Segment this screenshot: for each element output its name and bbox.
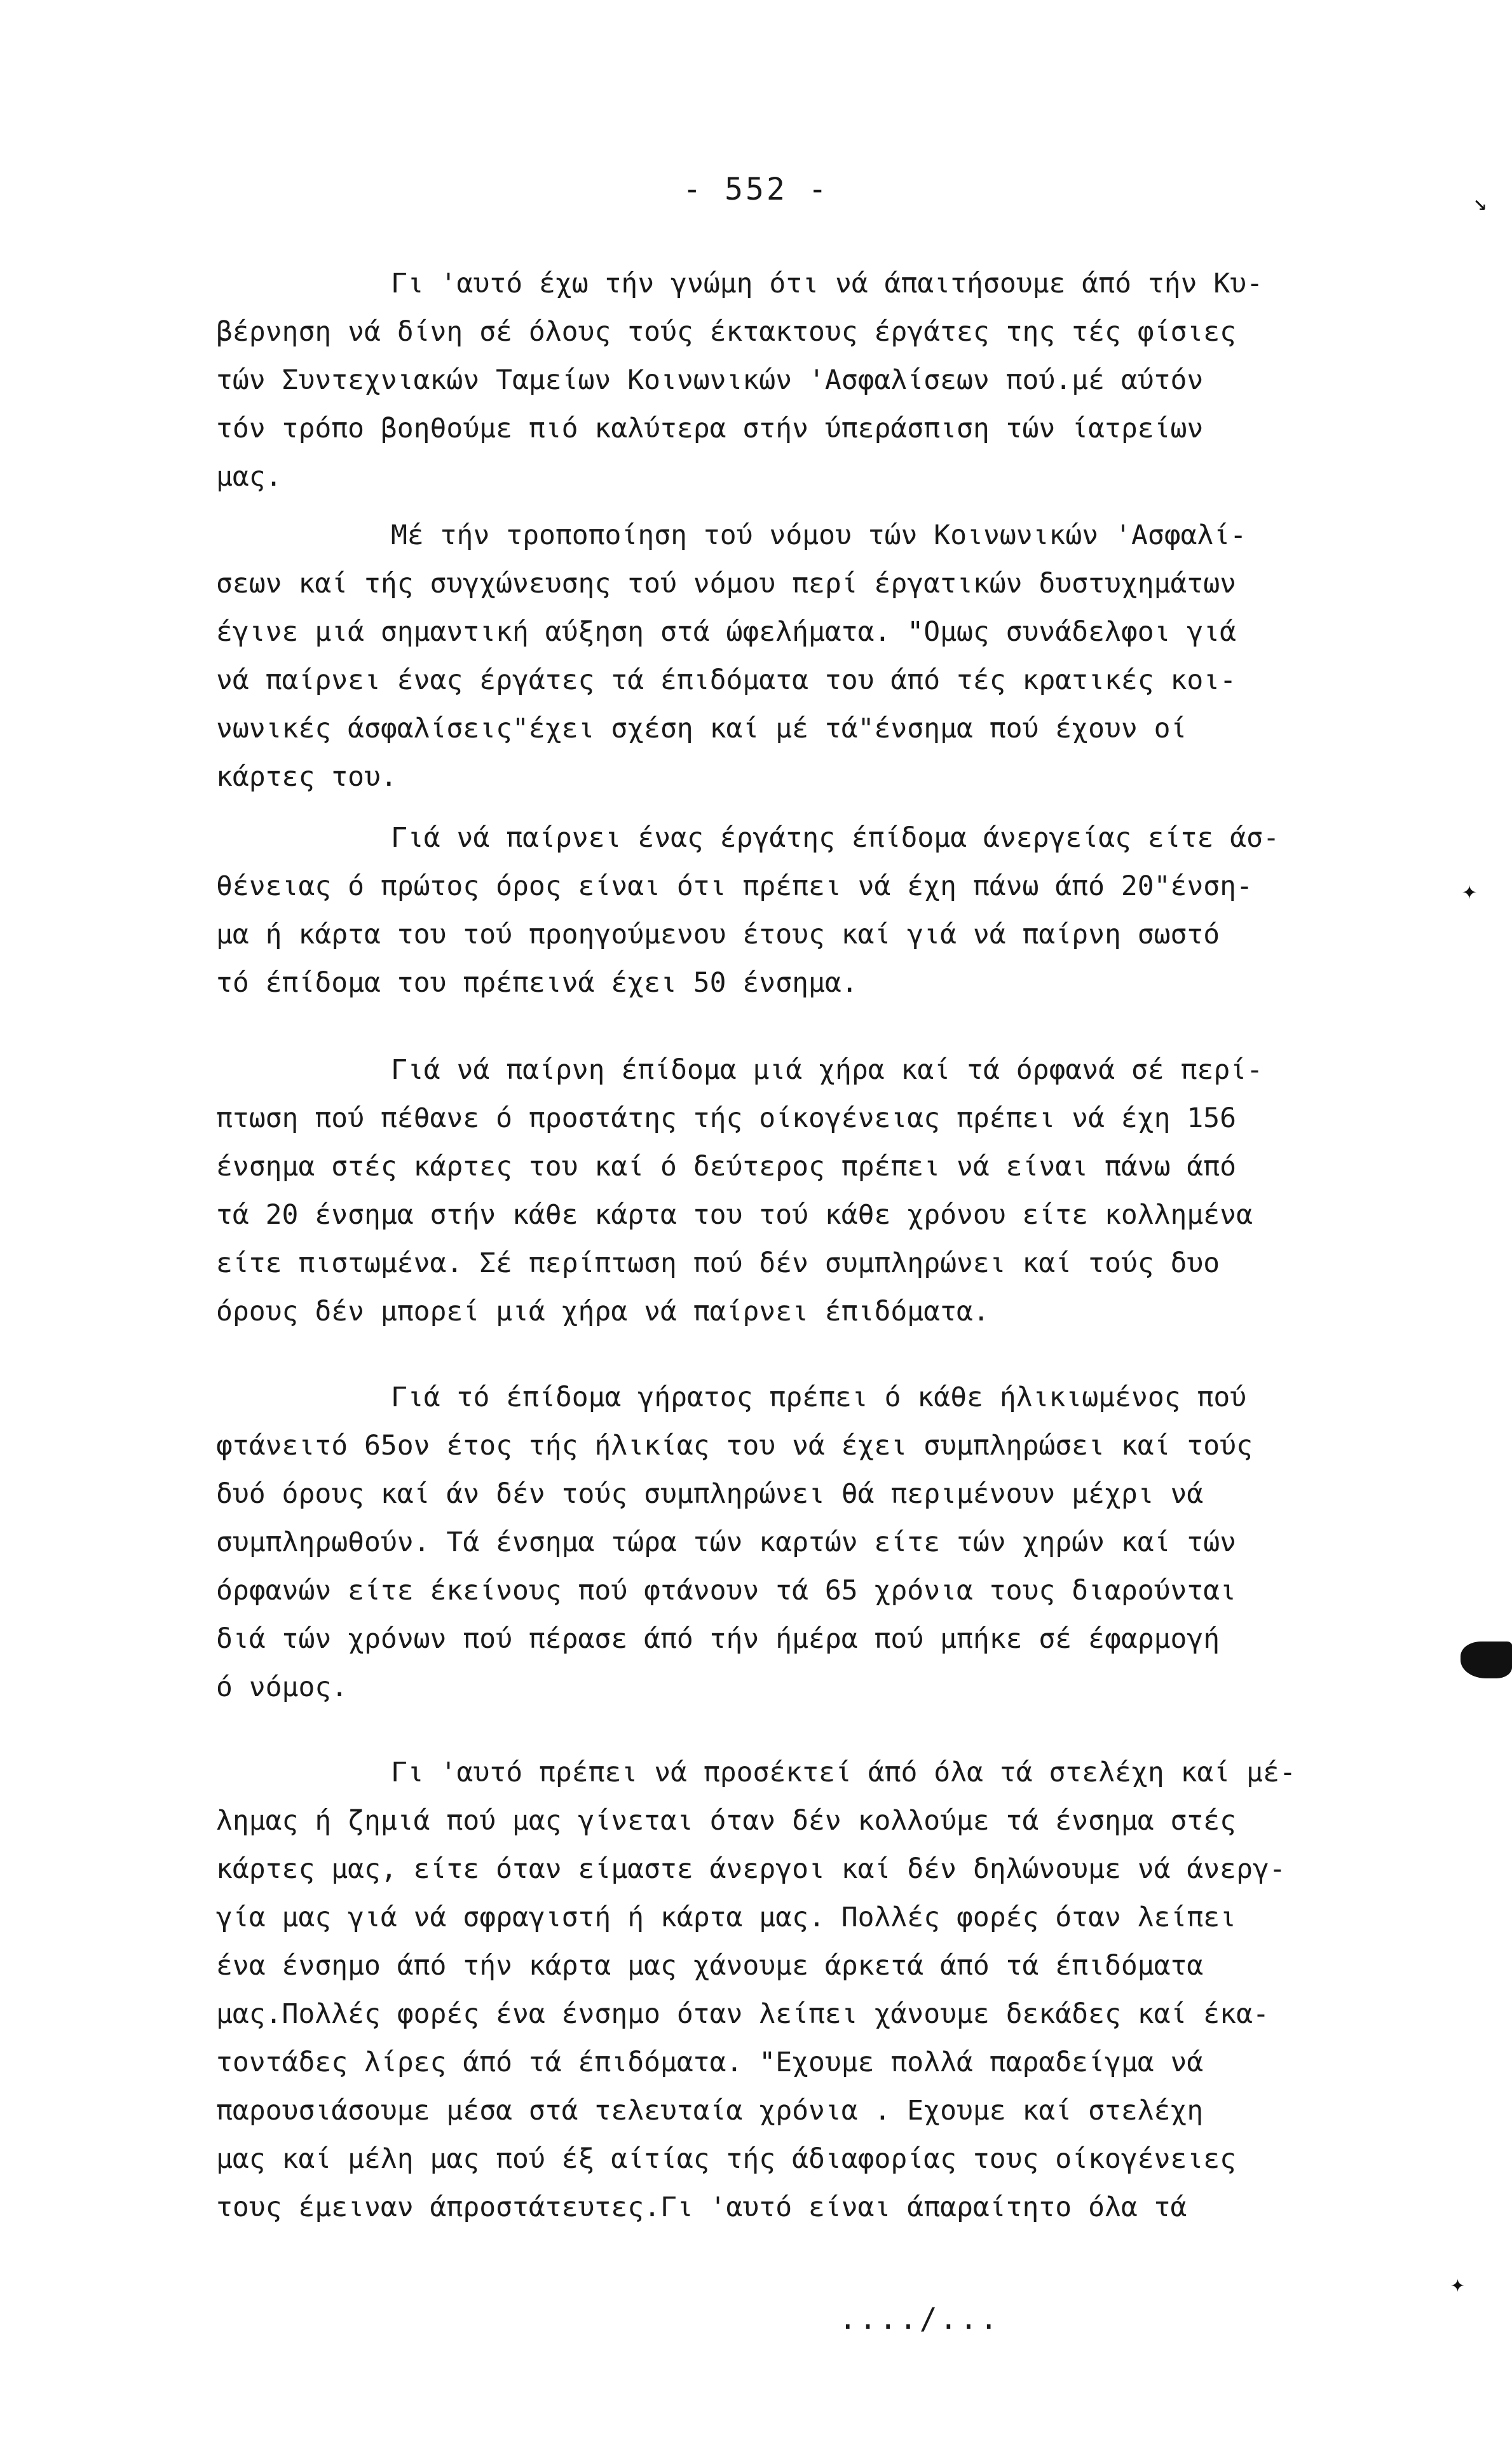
text-line: τόν τρόπο βοηθούμε πιό καλύτερα στήν ύπεράσπιση τών ίατρείων (216, 413, 1204, 444)
text-line: έγινε μιά σημαντική αύξηση στά ώφελήματα. "Ομως συνάδελφοι γιά (216, 616, 1237, 648)
text-line: κάρτες μας, είτε όταν είμαστε άνεργοι καί δέν δηλώνουμε νά άνεργ- (216, 1853, 1286, 1885)
text-line: τους έμειναν άπροστάτευτες.Γι 'αυτό είναι άπαραίτητο όλα τά (216, 2191, 1187, 2223)
paragraph-4 (216, 1046, 1322, 1336)
scan-cross-icon: ✦ (1462, 876, 1478, 905)
text-line: νά παίρνει ένας έργάτες τά έπιδόματα του άπό τές κρατικές κοι- (216, 664, 1237, 696)
page-number: - 552 - (683, 172, 829, 207)
text-line: διά τών χρόνων πού πέρασε άπό τήν ήμέρα πού μπήκε σέ έφαρμογή (216, 1623, 1220, 1655)
text-line: λημας ή ζημιά πού μας γίνεται όταν δέν κολλούμε τά ένσημα στές (216, 1805, 1237, 1837)
text-line: μας.Πολλές φορές ένα ένσημο όταν λείπει χάνουμε δεκάδες καί έκα- (216, 1998, 1269, 2030)
text-line: μα ή κάρτα του τού προηγούμενου έτους καί γιά νά παίρνη σωστό (216, 919, 1220, 950)
text-line: Γι 'αυτό έχω τήν γνώμη ότι νά άπαιτήσουμε άπό τήν Κυ- (391, 268, 1263, 299)
text-line: ό νόμος. (216, 1671, 348, 1703)
text-line: συμπληρωθούν. Τά ένσημα τώρα τών καρτών είτε τών χηρών καί τών (216, 1526, 1237, 1558)
text-line: τών Συντεχνιακών Ταμείων Κοινωνικών 'Ασφαλίσεων πού.μέ αύτόν (216, 364, 1204, 396)
text-line: Μέ τήν τροποποίηση τού νόμου τών Κοινωνικών 'Ασφαλί- (391, 519, 1247, 551)
text-line: τό έπίδομα του πρέπεινά έχει 50 ένσημα. (216, 967, 858, 999)
text-line: θένειας ό πρώτος όρος είναι ότι πρέπει νά έχη πάνω άπό 20"ένση- (216, 870, 1253, 902)
text-line: παρουσιάσουμε μέσα στά τελευταία χρόνια . Εχουμε καί στελέχη (216, 2095, 1204, 2127)
text-line: όρφανών είτε έκείνους πού φτάνουν τά 65 χρόνια τους διαρούνται (216, 1575, 1237, 1607)
paragraph-3 (216, 814, 1322, 1007)
text-line: δυό όρους καί άν δέν τούς συμπληρώνει θά περιμένουν μέχρι νά (216, 1478, 1204, 1510)
text-line: πτωση πού πέθανε ό προστάτης τής οίκογένειας πρέπει νά έχη 156 (216, 1102, 1237, 1134)
text-line: μας καί μέλη μας πού έξ αίτίας τής άδιαφορίας τους οίκογένειες (216, 2143, 1237, 2175)
continuation-marker: ..../... (839, 2301, 1000, 2336)
text-line: τά 20 ένσημα στήν κάθε κάρτα του τού κάθε χρόνου είτε κολλημένα (216, 1199, 1253, 1231)
text-line: ένσημα στές κάρτες του καί ό δεύτερος πρέπει νά είναι πάνω άπό (216, 1151, 1237, 1182)
text-line: βέρνηση νά δίνη σέ όλους τούς έκτακτους έργάτες της τές φίσιες (216, 316, 1237, 348)
text-line: όρους δέν μπορεί μιά χήρα νά παίρνει έπιδόματα. (216, 1296, 990, 1327)
text-line: Γιά νά παίρνει ένας έργάτης έπίδομα άνεργείας είτε άσ- (391, 822, 1279, 854)
text-line: τοντάδες λίρες άπό τά έπιδόματα. "Εχουμε πολλά παραδείγμα νά (216, 2046, 1204, 2078)
text-line: μας. (216, 461, 282, 493)
text-line: σεων καί τής συγχώνευσης τού νόμου περί έργατικών δυστυχημάτων (216, 568, 1237, 600)
paragraph-5 (216, 1373, 1322, 1711)
text-line: φτάνειτό 65ον έτος τής ήλικίας του νά έχει συμπληρώσει καί τούς (216, 1430, 1253, 1462)
paragraph-1 (216, 259, 1322, 501)
text-line: νωνικές άσφαλίσεις"έχει σχέση καί μέ τά"ένσημα πού έχουν οί (216, 713, 1187, 744)
text-line: ένα ένσημο άπό τήν κάρτα μας χάνουμε άρκετά άπό τά έπιδόματα (216, 1950, 1204, 1982)
text-line: Γιά νά παίρνη έπίδομα μιά χήρα καί τά όρφανά σέ περί- (391, 1054, 1263, 1086)
ink-blot-icon (1461, 1642, 1512, 1678)
text-line: κάρτες του. (216, 761, 397, 793)
text-line: γία μας γιά νά σφραγιστή ή κάρτα μας. Πολλές φορές όταν λείπει (216, 1902, 1237, 1933)
scan-mark-icon: ↘ (1473, 189, 1487, 216)
text-line: Γιά τό έπίδομα γήρατος πρέπει ό κάθε ήλικιωμένος πού (391, 1381, 1247, 1413)
scan-cross-icon: ✦ (1450, 2270, 1465, 2298)
paragraph-6 (216, 1748, 1322, 2231)
text-line: είτε πιστωμένα. Σέ περίπτωση πού δέν συμπληρώνει καί τούς δυο (216, 1247, 1220, 1279)
text-line: Γι 'αυτό πρέπει νά προσέκτεί άπό όλα τά στελέχη καί μέ- (391, 1757, 1296, 1788)
paragraph-2 (216, 511, 1322, 801)
